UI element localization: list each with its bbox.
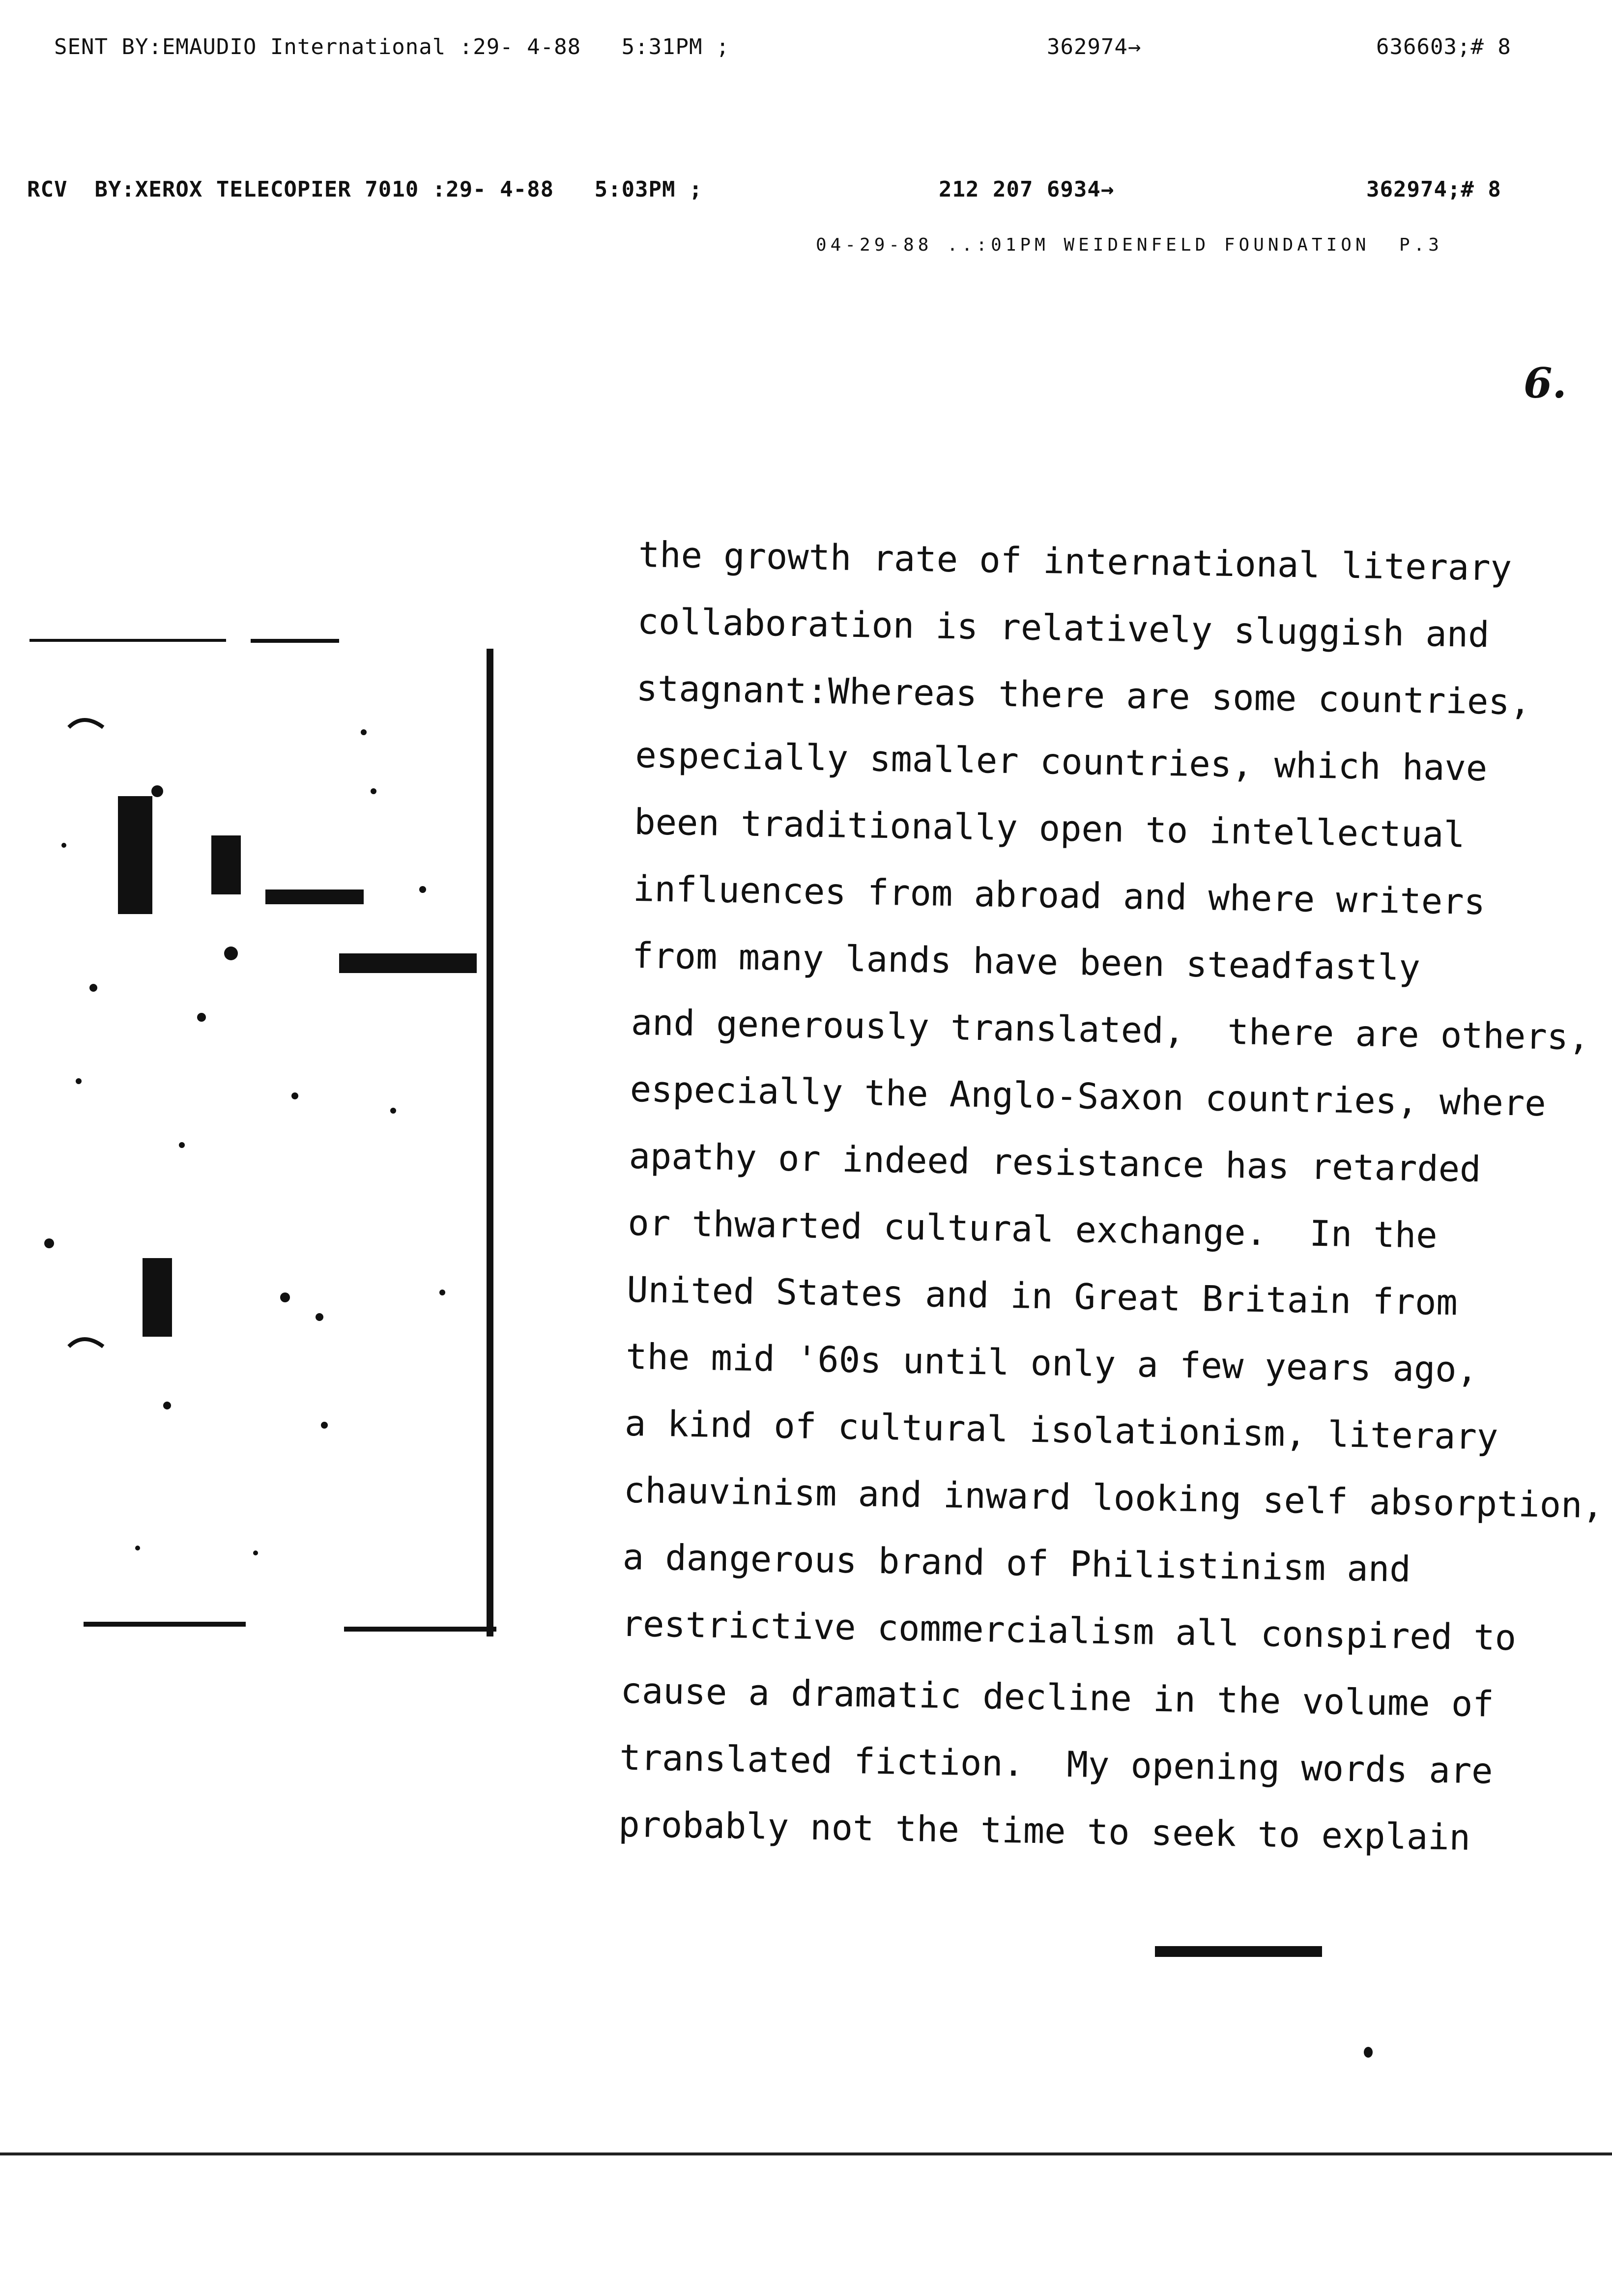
body-line: especially the Anglo-Saxon countries, where bbox=[630, 1068, 1547, 1124]
body-line: translated fiction. My opening words are bbox=[619, 1736, 1494, 1792]
received-number: 212 207 6934→ bbox=[939, 177, 1115, 202]
body-line: a kind of cultural isolationism, literary bbox=[624, 1402, 1498, 1458]
body-line: apathy or indeed resistance has retarded bbox=[629, 1135, 1482, 1190]
sent-page-count: 636603;# 8 bbox=[1376, 34, 1511, 59]
body-line: especially smaller countries, which have bbox=[634, 734, 1488, 789]
received-by-line: RCV BY:XEROX TELECOPIER 7010 :29- 4-88 5:03PM ; bbox=[27, 177, 703, 202]
body-line: probably not the time to seek to explain bbox=[618, 1803, 1471, 1858]
body-line: United States and in Great Britain from bbox=[626, 1268, 1458, 1323]
sent-by-line: SENT BY:EMAUDIO International :29- 4-88 5:31PM ; bbox=[54, 34, 730, 59]
body-line: cause a dramatic decline in the volume of bbox=[620, 1669, 1495, 1725]
ink-dot bbox=[1364, 2047, 1373, 2058]
body-text-block bbox=[618, 521, 1604, 1872]
body-line: been traditionally open to intellectual bbox=[633, 801, 1466, 856]
body-line: or thwarted cultural exchange. In the bbox=[627, 1202, 1438, 1256]
body-line: the mid '60s until only a few years ago, bbox=[625, 1335, 1478, 1391]
page-bottom-rule bbox=[0, 2152, 1612, 2155]
sent-number: 362974→ bbox=[1047, 34, 1142, 59]
page-number: 6. bbox=[1524, 359, 1567, 407]
fax-noise-artifact bbox=[20, 614, 501, 1646]
body-line: stagnant:Whereas there are some countries, bbox=[635, 667, 1531, 723]
body-line: the growth rate of international literary bbox=[638, 533, 1512, 589]
body-line: from many lands have been steadfastly bbox=[632, 934, 1421, 989]
body-line: collaboration is relatively sluggish and bbox=[637, 600, 1490, 656]
body-line: and generously translated, there are others, bbox=[631, 1001, 1590, 1058]
body-line: restrictive commercialism all conspired to bbox=[621, 1603, 1517, 1659]
received-page-count: 362974;# 8 bbox=[1366, 177, 1501, 202]
body-line: a dangerous brand of Philistinism and bbox=[622, 1536, 1411, 1590]
body-line: chauvinism and inward looking self absorption, bbox=[623, 1469, 1604, 1526]
body-line: influences from abroad and where writers bbox=[633, 867, 1486, 923]
foundation-stamp-line: 04-29-88 ..:01PM WEIDENFELD FOUNDATION P.3 bbox=[816, 235, 1443, 255]
ink-smudge bbox=[1155, 1946, 1322, 1957]
